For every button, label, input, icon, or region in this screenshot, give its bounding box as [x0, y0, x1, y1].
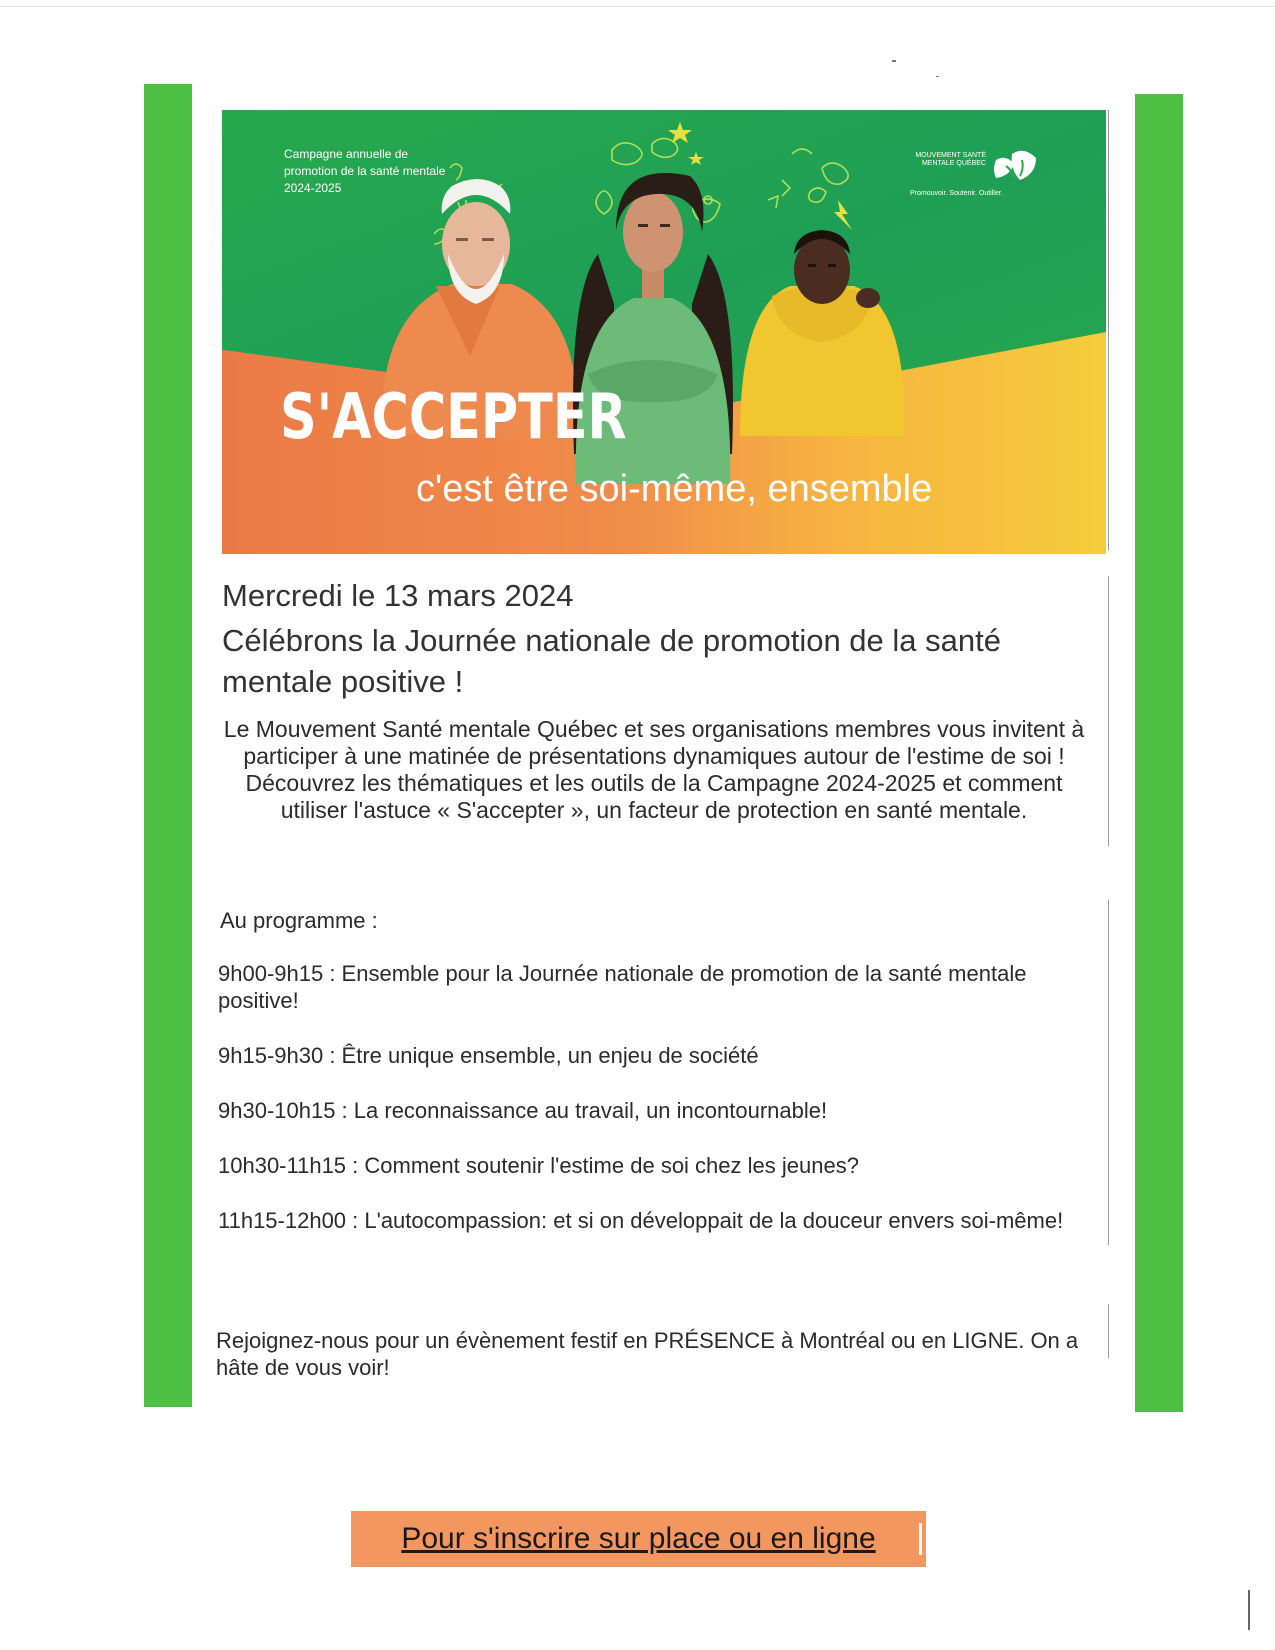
program-item: 9h00-9h15 : Ensemble pour la Journée nationale de promotion de la santé mentale positive! — [218, 961, 1027, 1013]
register-link[interactable]: Pour s'inscrire sur place ou en ligne — [401, 1522, 876, 1555]
program-item: 11h15-12h00 : L'autocompassion: et si on développait de la douceur envers soi-même! — [218, 1208, 1064, 1233]
campaign-caption: Campagne annuelle de promotion de la santé mentale 2024-2025 — [284, 147, 446, 195]
program-item: 9h30-10h15 : La reconnaissance au travail, un incontournable! — [218, 1098, 828, 1123]
campaign-subline: c'est être soi-même, ensemble — [416, 468, 933, 510]
photo-young-man — [732, 206, 912, 436]
program-heading: Au programme : — [220, 908, 378, 933]
scan-edge — [1248, 1590, 1250, 1630]
column-rule — [1108, 1304, 1109, 1358]
right-green-border — [1135, 94, 1183, 1412]
column-rule — [1108, 110, 1109, 550]
brand-name: MOUVEMENT SANTÉ MENTALE QUÉBEC — [915, 152, 986, 167]
campaign-banner — [222, 110, 1106, 554]
brand-logo-icon — [992, 146, 1040, 190]
text-cursor — [919, 1523, 922, 1555]
column-rule — [1108, 576, 1109, 846]
closing-text: Rejoignez-nous pour un évènement festif en PRÉSENCE à Montréal ou en LIGNE. On a hâte de vous voir! — [216, 1328, 1079, 1380]
campaign-headline: S'ACCEPTER — [280, 380, 627, 453]
event-date: Mercredi le 13 mars 2024 — [222, 578, 574, 613]
brand-block — [912, 146, 1062, 206]
brand-tagline: Promouvoir. Soutenir. Outiller. — [910, 190, 1003, 197]
program-item: 9h15-9h30 : Être unique ensemble, un enjeu de société — [218, 1043, 759, 1068]
register-button[interactable] — [351, 1511, 926, 1567]
column-rule — [1108, 900, 1109, 1245]
scan-edge — [0, 6, 1275, 7]
scan-speck — [892, 60, 896, 62]
left-green-border — [144, 84, 192, 1407]
scan-speck — [936, 76, 939, 77]
event-title: Célébrons la Journée nationale de promotion de la santé mentale positive ! — [222, 623, 1001, 699]
program-item: 10h30-11h15 : Comment soutenir l'estime de soi chez les jeunes? — [218, 1153, 859, 1178]
event-intro: Le Mouvement Santé mentale Québec et ses organisations membres vous invitent à participer à une matinée de présentations dynamiques autour de l'estime de soi ! Découvrez les thématiques et les outils de la Campagne 2024-2025 et comment utiliser l'astuce « S'accepter », un facteur de protection en santé mentale. — [223, 716, 1085, 823]
